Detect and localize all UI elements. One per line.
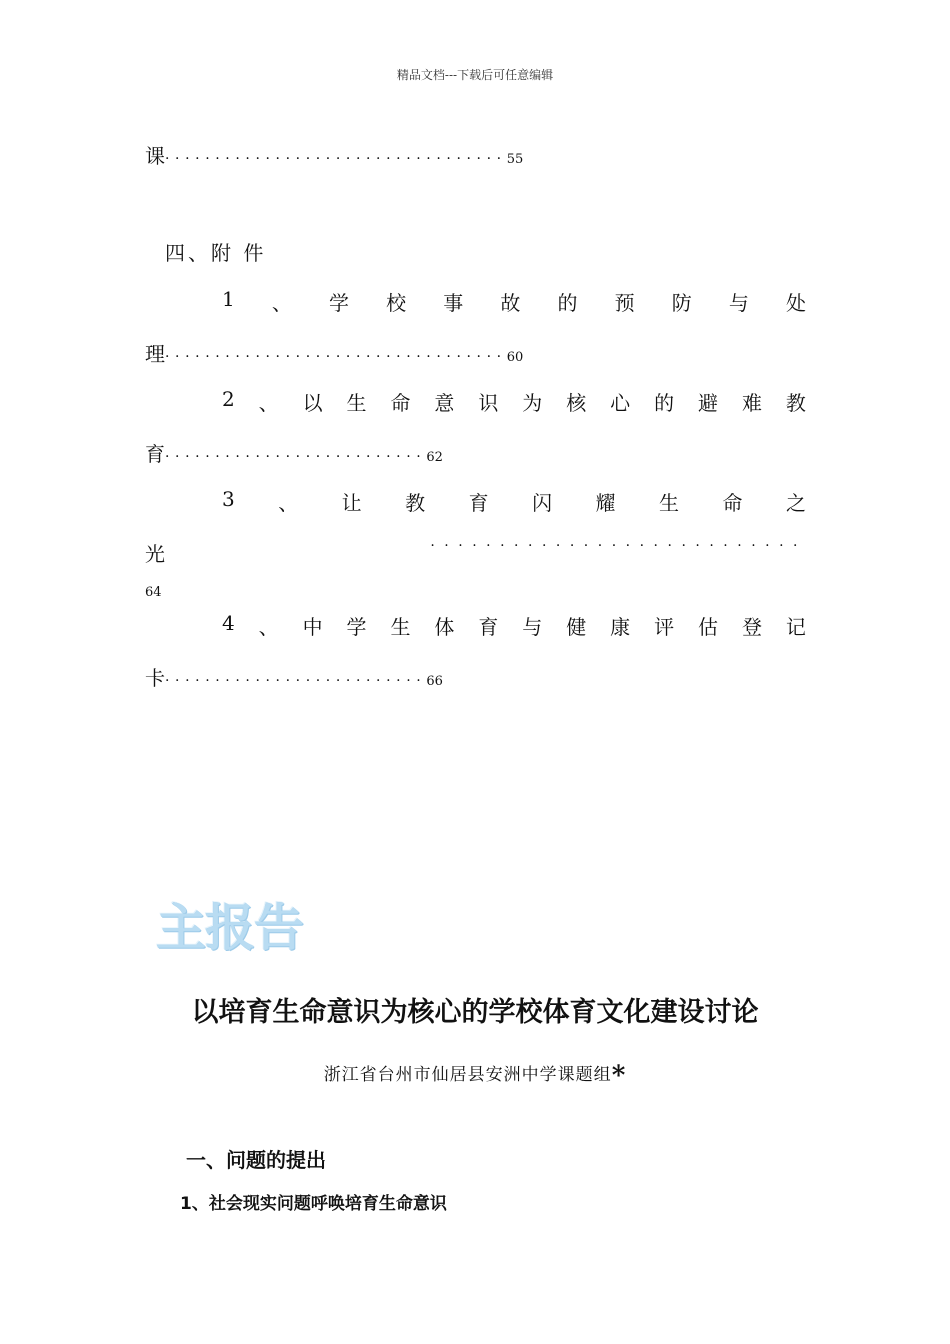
toc-char: 的 [557, 291, 578, 315]
toc-char: 康 [610, 615, 631, 639]
toc-item-separator: 、 [271, 291, 292, 315]
toc-char: 防 [671, 291, 692, 315]
toc-item-1-tail [145, 338, 523, 367]
toc-char: 耀 [595, 491, 616, 515]
toc-char: 核 [566, 391, 587, 415]
toc-char: 教 [785, 391, 806, 415]
toc-char: 育 [478, 615, 499, 639]
toc-page-number: 55 [506, 152, 524, 167]
toc-item-4-tail [145, 662, 443, 691]
toc-char: 教 [405, 491, 426, 515]
toc-char: 育 [468, 491, 489, 515]
toc-char: 让 [341, 491, 362, 515]
toc-item-number: 4 [222, 611, 235, 635]
page-header: 精品文档---下载后可任意编辑 [396, 68, 554, 82]
toc-char: 评 [654, 615, 675, 639]
toc-tail-char: 卡 [145, 666, 165, 690]
toc-leader-dots: ·························· [165, 673, 427, 689]
toc-char: 生 [659, 491, 680, 515]
toc-item-number: 1 [222, 287, 235, 311]
toc-item-4-line [222, 611, 806, 640]
toc-item-3-line [222, 487, 806, 516]
toc-item-separator: 、 [258, 615, 279, 639]
toc-char: 生 [390, 615, 411, 639]
toc-char: 之 [785, 491, 806, 515]
toc-page-number: 62 [426, 450, 443, 465]
toc-char: 估 [698, 615, 719, 639]
toc-page-number: 64 [145, 585, 162, 600]
toc-page-number: 66 [426, 674, 443, 689]
toc-item-2-line [222, 387, 806, 416]
toc-char: 的 [654, 391, 675, 415]
toc-item-3-page [145, 577, 162, 601]
toc-char: 以 [302, 391, 323, 415]
main-report-banner: 主报告 [156, 899, 303, 957]
toc-char: 闪 [532, 491, 553, 515]
toc-char: 命 [722, 491, 743, 515]
toc-item-3-tail [145, 538, 807, 567]
toc-leader-dots: ·································· [165, 349, 507, 365]
author-line [0, 1060, 950, 1091]
toc-char: 心 [610, 391, 631, 415]
toc-leader-dots: ·························· [165, 449, 427, 465]
toc-char: 避 [698, 391, 719, 415]
toc-char: 命 [390, 391, 411, 415]
toc-item-separator: 、 [278, 491, 299, 515]
toc-char: 登 [741, 615, 762, 639]
toc-char: 中 [302, 615, 323, 639]
toc-char: 学 [346, 615, 367, 639]
toc-item-number: 3 [222, 487, 235, 511]
toc-char: 意 [434, 391, 455, 415]
toc-leader-dots: ·································· [165, 151, 507, 167]
toc-item-number: 2 [222, 387, 235, 411]
toc-tail-char: 理 [145, 342, 165, 366]
toc-char: 难 [741, 391, 762, 415]
toc-char: 生 [346, 391, 367, 415]
toc-char: 处 [785, 291, 806, 315]
toc-char: 识 [478, 391, 499, 415]
author-name: 浙江省台州市仙居县安洲中学课题组 [323, 1065, 612, 1085]
toc-tail-char: 光 [145, 542, 165, 566]
toc-char: 事 [443, 291, 464, 315]
toc-char: 与 [728, 291, 749, 315]
toc-char: 故 [500, 291, 521, 315]
toc-char: 体 [434, 615, 455, 639]
toc-page-number: 60 [506, 350, 524, 365]
author-footnote-mark: * [611, 1061, 627, 1091]
toc-char: 预 [614, 291, 635, 315]
document-title: 以培育生命意识为核心的学校体育文化建设讨论 [191, 997, 759, 1028]
subsection-heading: 1、社会现实问题呼唤培育生命意识 [180, 1194, 447, 1214]
section-heading: 一、问题的提出 [186, 1148, 326, 1172]
toc-item-2-tail [145, 438, 443, 467]
toc-tail-char: 育 [145, 442, 165, 466]
toc-char: 校 [386, 291, 407, 315]
toc-tail-char: 课 [145, 144, 165, 168]
toc-item-1-line [222, 287, 806, 316]
toc-char: 学 [328, 291, 349, 315]
toc-section-title: 四、附 件 [165, 241, 267, 265]
toc-line-continuation [145, 140, 523, 169]
toc-char: 记 [785, 615, 806, 639]
toc-leader-dots: ··························· [430, 538, 807, 554]
toc-char: 与 [522, 615, 543, 639]
toc-item-separator: 、 [258, 391, 279, 415]
toc-char: 为 [522, 391, 543, 415]
toc-char: 健 [566, 615, 587, 639]
